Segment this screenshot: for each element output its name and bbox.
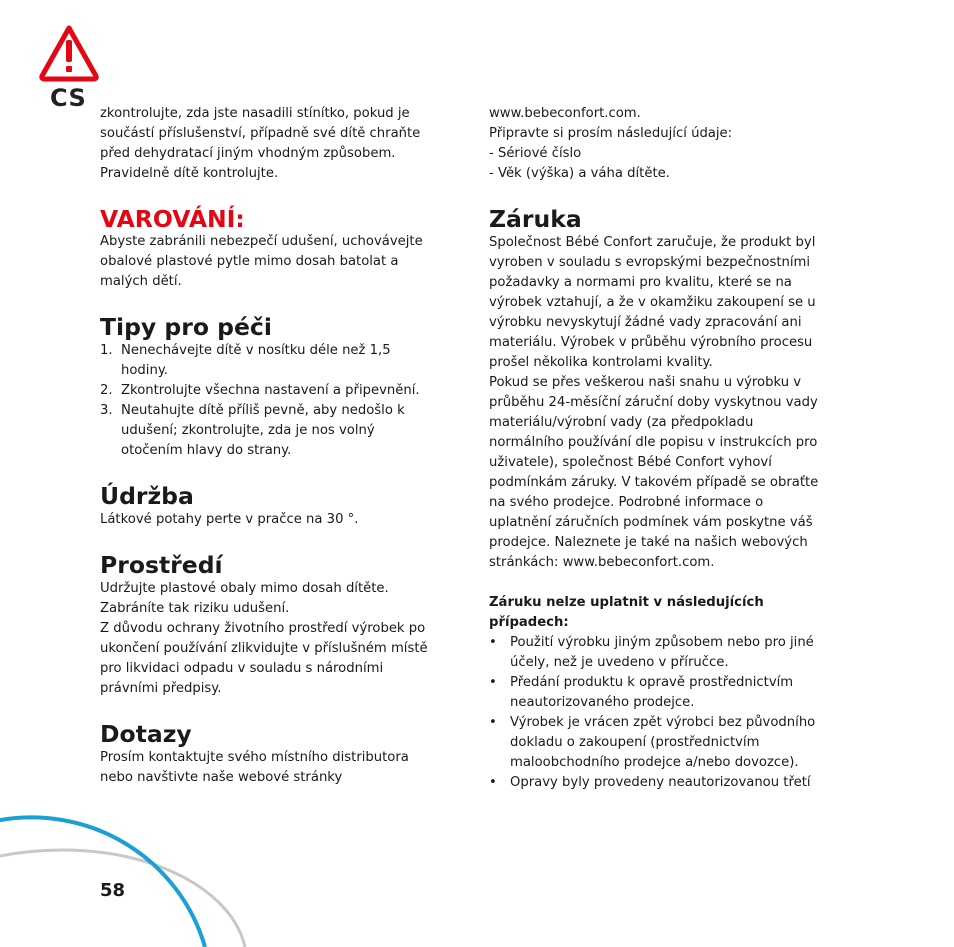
list-number: 3. bbox=[100, 403, 113, 418]
text-line: uživatele), společnost Bébé Confort vyhoví bbox=[489, 455, 772, 470]
text-line: Zkontrolujte všechna nastavení a připevnění. bbox=[121, 383, 420, 398]
contact-details bbox=[489, 104, 849, 184]
list-item bbox=[489, 673, 849, 713]
text-line: Udržujte plastové obaly mimo dosah dítěte. bbox=[100, 581, 389, 596]
text-line: dokladu o zakoupení (prostřednictvím bbox=[510, 735, 760, 750]
warranty-paragraph bbox=[489, 233, 849, 573]
page-number: 58 bbox=[100, 880, 126, 901]
text-line: prošel několika kontrolami kvality. bbox=[489, 355, 713, 370]
text-line: před dehydratací jiným vhodným způsobem. bbox=[100, 146, 396, 161]
text-line: Abyste zabránili nebezpečí udušení, uchovávejte bbox=[100, 234, 423, 249]
text-line: www.bebeconfort.com. bbox=[489, 106, 641, 121]
text-line: právními předpisy. bbox=[100, 681, 222, 696]
text-line: malých dětí. bbox=[100, 274, 182, 289]
warning-heading: VAROVÁNÍ: bbox=[100, 205, 245, 233]
right-column bbox=[489, 104, 849, 793]
exclusions-heading bbox=[489, 593, 849, 633]
text-line: stránkách: www.bebeconfort.com. bbox=[489, 555, 715, 570]
text-line: Opravy byly provedeny neautorizovanou třetí bbox=[510, 775, 811, 790]
text-line: Pravidelně dítě kontrolujte. bbox=[100, 166, 279, 181]
list-number: 1. bbox=[100, 343, 113, 358]
list-item bbox=[100, 341, 450, 381]
text-line: průběhu 24-měsíční záruční doby vyskytnou vady bbox=[489, 395, 818, 410]
text-line: Společnost Bébé Confort zaručuje, že produkt byl bbox=[489, 235, 816, 250]
care-tips-list bbox=[100, 341, 450, 461]
text-line: materiálu/výrobní vady (za předpokladu bbox=[489, 415, 754, 430]
text-line: na svého prodejce. Podrobné informace o bbox=[489, 495, 764, 510]
text-line: zkontrolujte, zda jste nasadili stínítko, pokud je bbox=[100, 106, 410, 121]
text-line: otočením hlavy do strany. bbox=[121, 443, 292, 458]
intro-paragraph bbox=[100, 104, 450, 184]
text-line: požadavky a normami pro kvalitu, které se na bbox=[489, 275, 792, 290]
text-line: materiálu. Výrobek v průběhu výrobního procesu bbox=[489, 335, 813, 350]
text-line: udušení; zkontrolujte, zda je nos volný bbox=[121, 423, 375, 438]
environment-heading: Prostředí bbox=[100, 551, 223, 579]
text-line: maloobchodního prodejce a/nebo dovozce). bbox=[510, 755, 799, 770]
text-line: výrobek vztahují, a že v okamžiku zakoupení se u bbox=[489, 295, 816, 310]
care-tips-heading: Tipy pro péči bbox=[100, 313, 272, 341]
text-line: Prosím kontaktujte svého místního distributora bbox=[100, 750, 409, 765]
text-line: nebo navštivte naše webové stránky bbox=[100, 770, 343, 785]
text-line: normálního používání dle popisu v instrukcích pro bbox=[489, 435, 818, 450]
list-item bbox=[489, 633, 849, 673]
list-item bbox=[489, 773, 849, 793]
warning-triangle-icon bbox=[38, 24, 100, 82]
text-line: prodejce. Naleznete je také na našich webových bbox=[489, 535, 808, 550]
text-line: hodiny. bbox=[121, 363, 168, 378]
text-line: Připravte si prosím následující údaje: bbox=[489, 126, 733, 141]
bullet: • bbox=[489, 635, 497, 650]
language-code: CS bbox=[50, 84, 87, 112]
list-item bbox=[100, 401, 450, 461]
text-line: Použití výrobku jiným způsobem nebo pro jiné bbox=[510, 635, 814, 650]
warranty-heading: Záruka bbox=[489, 205, 582, 233]
text-line: Látkové potahy perte v pračce na 30 °. bbox=[100, 512, 359, 527]
text-line: Nenechávejte dítě v nosítku déle než 1,5 bbox=[121, 343, 391, 358]
text-line: Neutahujte dítě příliš pevně, aby nedošlo k bbox=[121, 403, 405, 418]
text-line: Pokud se přes veškerou naši snahu u výrobku v bbox=[489, 375, 802, 390]
environment-paragraph bbox=[100, 579, 450, 699]
text-line: neautorizovaného prodejce. bbox=[510, 695, 695, 710]
list-item bbox=[489, 713, 849, 773]
list-number: 2. bbox=[100, 383, 113, 398]
maintenance-heading: Údržba bbox=[100, 482, 194, 510]
exclusions-list bbox=[489, 633, 849, 793]
spacer bbox=[489, 573, 849, 593]
text-line: Předání produktu k opravě prostřednictvím bbox=[510, 675, 794, 690]
bullet: • bbox=[489, 715, 497, 730]
text-line: - Sériové číslo bbox=[489, 146, 582, 161]
warning-paragraph bbox=[100, 232, 450, 292]
text-line: ukončení používání zlikvidujte v příslušném místě bbox=[100, 641, 428, 656]
text-line: uplatnění záručních podmínek vám poskytne váš bbox=[489, 515, 813, 530]
text-line: obalové plastové pytle mimo dosah batolat a bbox=[100, 254, 399, 269]
list-item bbox=[100, 381, 450, 401]
text-line: - Věk (výška) a váha dítěte. bbox=[489, 166, 670, 181]
questions-heading: Dotazy bbox=[100, 720, 192, 748]
text-line: Z důvodu ochrany životního prostředí výrobek po bbox=[100, 621, 426, 636]
text-line: Zabráníte tak riziku udušení. bbox=[100, 601, 290, 616]
bullet: • bbox=[489, 775, 497, 790]
bullet: • bbox=[489, 675, 497, 690]
text-line: vyroben v souladu s evropskými bezpečnostními bbox=[489, 255, 811, 270]
text-line: Záruku nelze uplatnit v následujících bbox=[489, 595, 764, 610]
maintenance-paragraph bbox=[100, 510, 450, 530]
text-line: součástí příslušenství, případně své dítě chraňte bbox=[100, 126, 421, 141]
text-line: pro likvidaci odpadu v souladu s národními bbox=[100, 661, 384, 676]
text-line: podmínkám záruky. V takovém případě se obraťte bbox=[489, 475, 819, 490]
text-line: výrobku nevyskytují žádné vady zpracování ani bbox=[489, 315, 802, 330]
left-column bbox=[100, 104, 450, 788]
text-line: případech: bbox=[489, 615, 569, 630]
text-line: účely, než je uvedeno v příručce. bbox=[510, 655, 729, 670]
text-line: Výrobek je vrácen zpět výrobci bez původního bbox=[510, 715, 816, 730]
questions-paragraph bbox=[100, 748, 450, 788]
